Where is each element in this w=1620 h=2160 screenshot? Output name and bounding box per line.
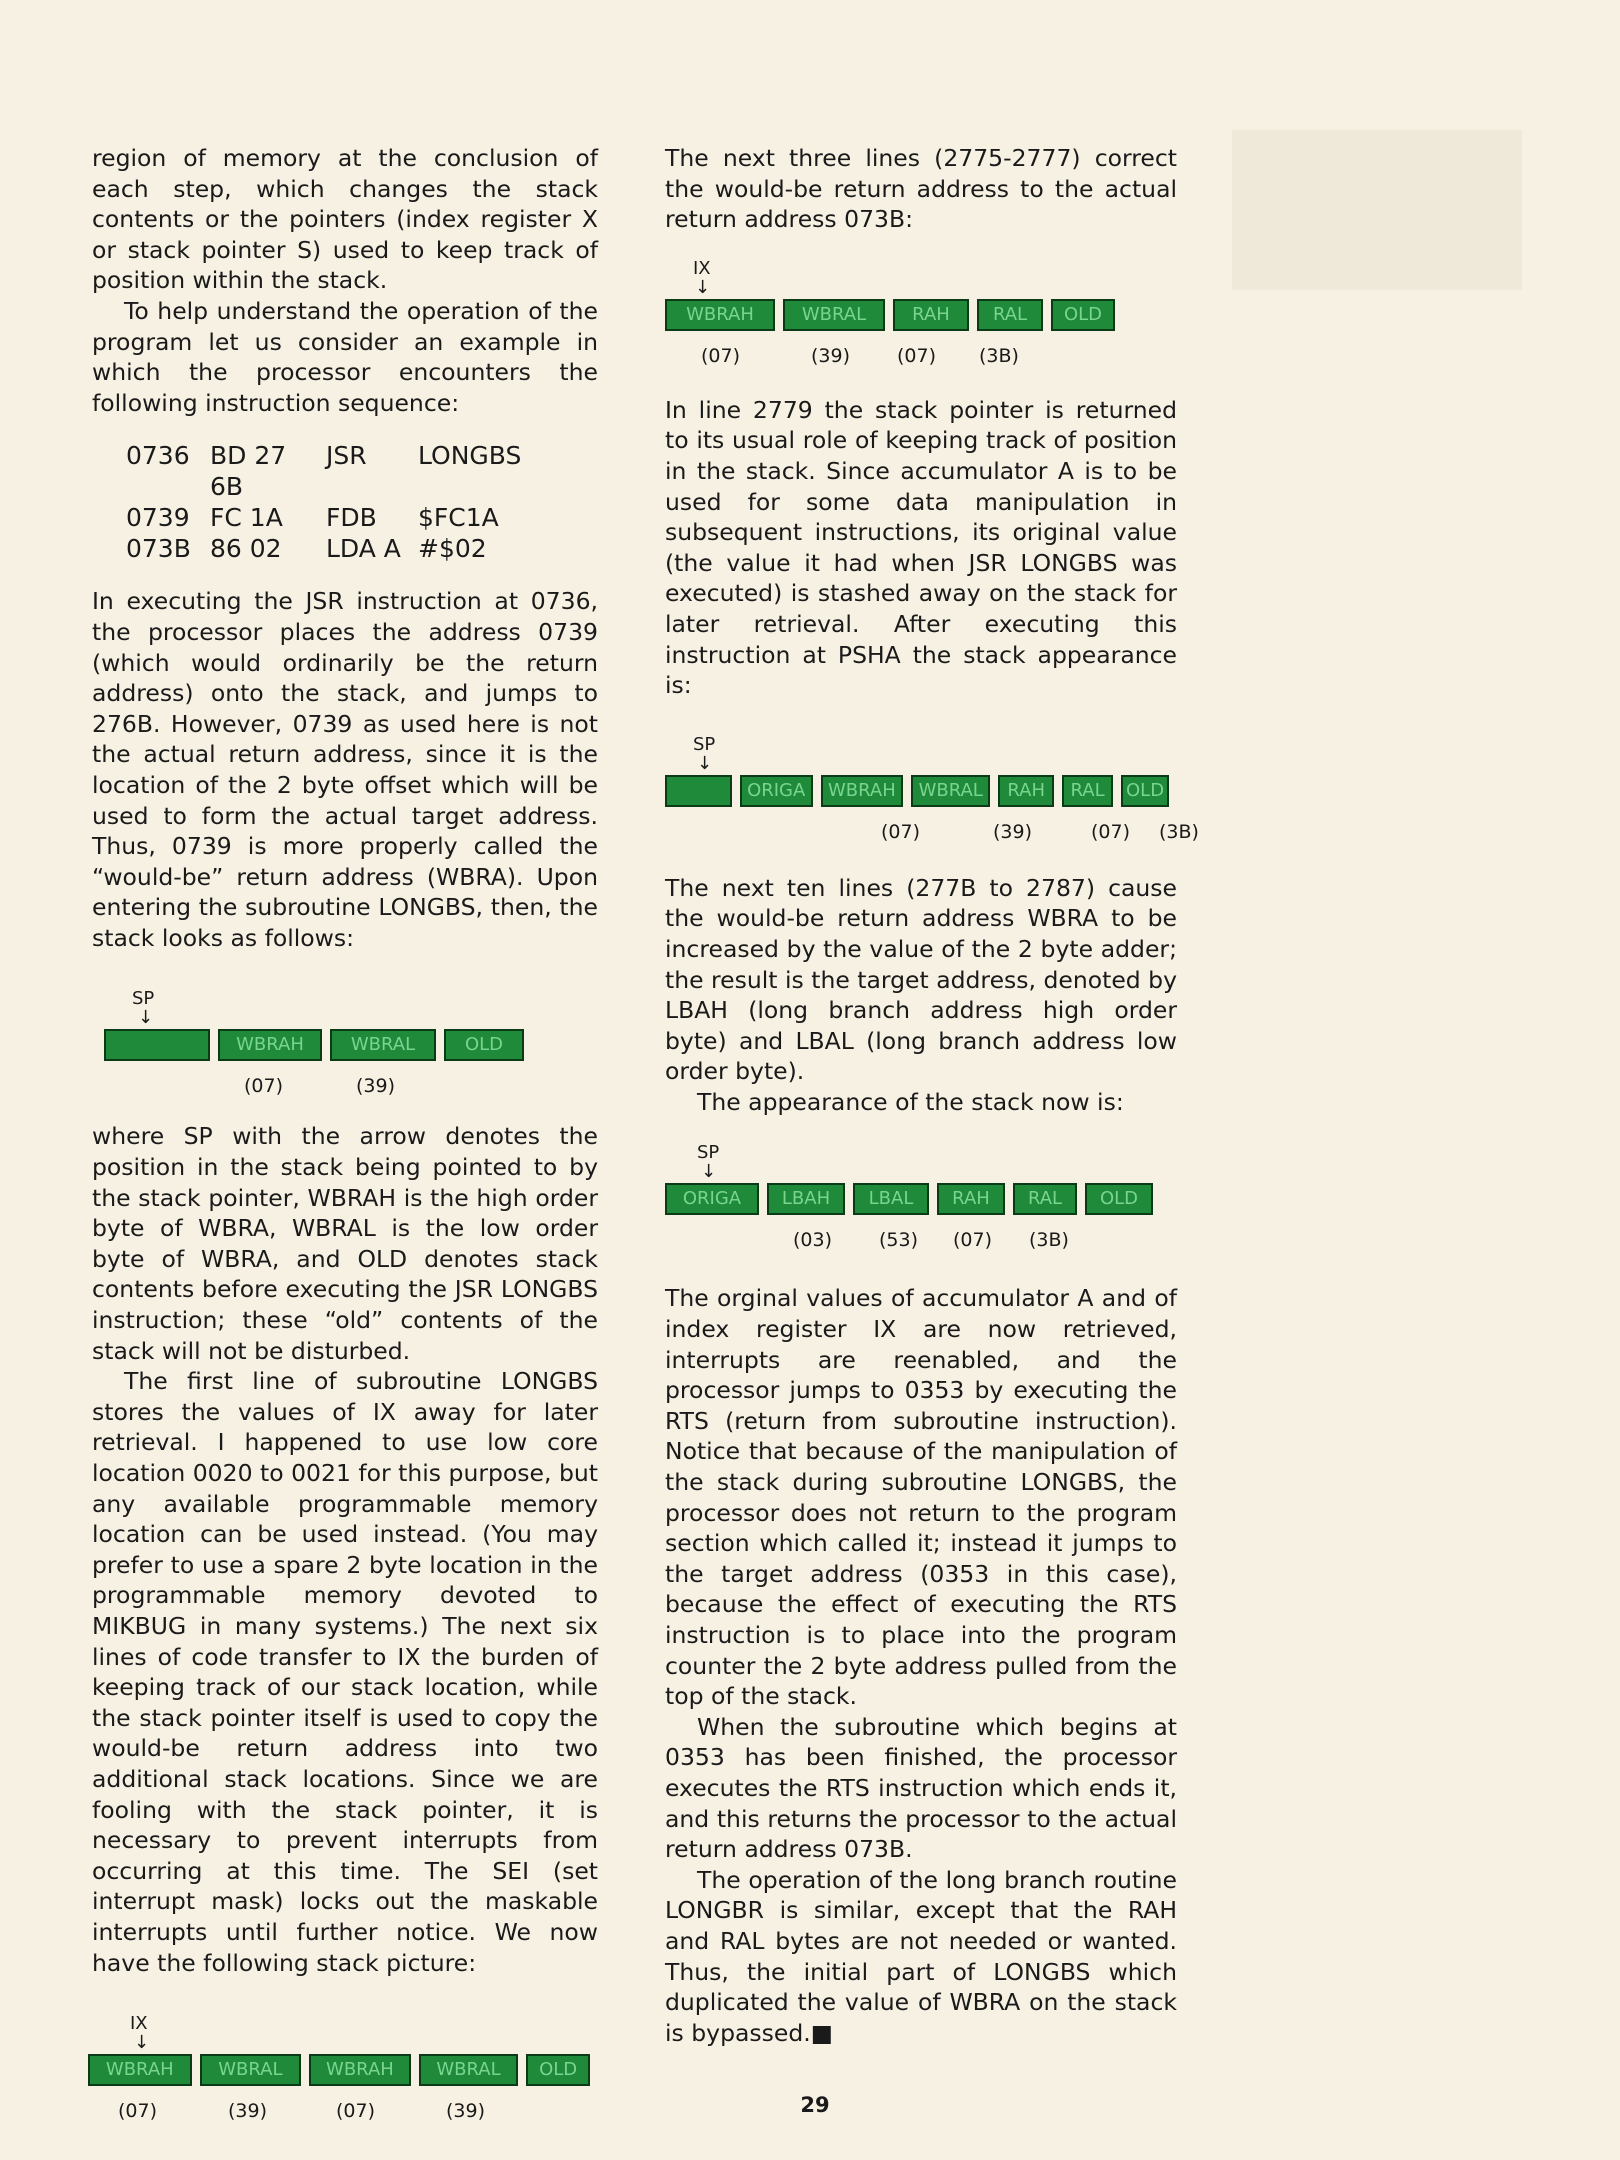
stack-value: (3B): [1029, 1229, 1069, 1252]
code-operand: $FC1A: [418, 503, 499, 533]
stack-cell: OLD: [1121, 775, 1169, 807]
stack-pointer-label: IX: [130, 2013, 148, 2035]
stack-value: (03): [793, 1229, 833, 1252]
stack-pointer-label: SP: [132, 988, 155, 1010]
stack-cell: WBRAL: [330, 1029, 436, 1061]
stack-values: [104, 1071, 598, 1101]
stack-values: [665, 817, 1199, 847]
down-arrow-icon: ↓: [697, 752, 713, 774]
code-bytes: FC 1A: [210, 503, 283, 533]
code-address: 073B: [126, 534, 191, 564]
paragraph: The next ten lines (277B to 2787) cause the would-be return address WBRA to be increased by the value of the 2 byte adder; the result is the target address, denoted by LBAH (long branch address high order byte) and LBAL (long branch address low order byte).: [665, 873, 1177, 1086]
stack-value: (3B): [979, 344, 1019, 367]
stack-value: (39): [811, 344, 851, 367]
stack-value: (07): [118, 2100, 158, 2123]
stack-cell: WBRAH: [218, 1029, 322, 1061]
stack-cell: RAL: [977, 299, 1043, 331]
down-arrow-icon: ↓: [138, 1007, 154, 1029]
code-line: [126, 502, 598, 533]
stack-cell: ORIGA: [740, 775, 813, 807]
paragraph: where SP with the arrow denotes the position in the stack being pointed to by the stack pointer, WBRAH is the high order byte of WBRA, WBRAL is the low order byte of WBRA, and OLD denotes stack contents before executing the JSR LONGBS instruction; these “old” contents of the stack will not be disturbed.: [92, 1122, 598, 1365]
code-operand: LONGBS: [418, 441, 522, 471]
code-address: 0739: [126, 503, 190, 533]
code-listing: [126, 440, 598, 564]
stack-pointer-label: SP: [693, 733, 716, 755]
stack-cells: [88, 2054, 598, 2086]
stack-diagram-4: [665, 733, 1199, 847]
stack-cell: WBRAL: [419, 2054, 519, 2086]
stack-cell: RAH: [893, 299, 969, 331]
stack-diagram-2: [88, 2014, 598, 2126]
stack-values: [665, 1225, 1177, 1255]
page-number: 29: [800, 2093, 830, 2117]
stack-values: [665, 341, 1177, 371]
stack-value: (07): [336, 2100, 376, 2123]
stack-value: (39): [993, 820, 1033, 843]
stack-value: (07): [1091, 820, 1131, 843]
stack-values: [88, 2096, 598, 2126]
stack-value: (07): [897, 344, 937, 367]
stack-value: (39): [228, 2100, 268, 2123]
stack-cell-empty: [104, 1029, 210, 1061]
paragraph: The appearance of the stack now is:: [697, 1087, 1124, 1116]
stack-pointer-label: SP: [697, 1142, 720, 1164]
stack-value: (07): [701, 344, 741, 367]
stack-cell: WBRAL: [911, 775, 990, 807]
adjacent-page-edge: [1232, 130, 1522, 290]
stack-cell: WBRAH: [309, 2054, 411, 2086]
paragraph: region of memory at the conclusion of each step, which changes the stack contents or the pointers (index register X or stack pointer S) used to keep track of position within the stack.: [92, 144, 598, 295]
stack-cell: LBAL: [853, 1183, 929, 1215]
stack-diagram-1: [104, 989, 598, 1101]
stack-cell: RAH: [998, 775, 1054, 807]
stack-cell: RAL: [1062, 775, 1113, 807]
paragraph: To help understand the operation of the program let us consider an example in which the processor encounters the following instruction sequence:: [92, 296, 598, 417]
stack-value: (07): [244, 1075, 284, 1098]
stack-cell: OLD: [444, 1029, 524, 1061]
stack-cell: WBRAL: [200, 2054, 302, 2086]
stack-cell: WBRAL: [783, 299, 885, 331]
stack-cell-empty: [665, 775, 732, 807]
stack-cell: LBAH: [767, 1183, 845, 1215]
code-mnemonic: LDA A: [326, 534, 401, 564]
stack-pointer-label: IX: [693, 257, 711, 279]
stack-value: (39): [446, 2100, 486, 2123]
code-bytes: 86 02: [210, 534, 282, 564]
stack-cells: [104, 1029, 598, 1061]
code-bytes: BD 27 6B: [210, 441, 287, 502]
stack-cell: RAH: [937, 1183, 1005, 1215]
stack-value: (53): [879, 1229, 919, 1252]
paragraph: The orginal values of accumulator A and of index register IX are now retrieved, interrupts are reenabled, and the processor jumps to 0353 by executing the RTS (return from subroutine instruction). Notice that because of the manipulation of the stack during subroutine LONGBS, the processor does not return to the program section which called it; instead it jumps to the target address (0353 in this case), because the effect of executing the RTS instruction is to place into the program counter the 2 byte address pulled from the top of the stack.: [665, 1284, 1177, 1711]
paragraph: In executing the JSR instruction at 0736, the processor places the address 0739 (which would ordinarily be the return address) onto the stack, and jumps to 276B. However, 0739 as used here is not the actual return address, since it is the location of the 2 byte offset which will be used to form the actual target address. Thus, 0739 is more properly called the “would-be” return address (WBRA). Upon entering the subroutine LONGBS, then, the stack looks as follows:: [92, 587, 598, 952]
paragraph: In line 2779 the stack pointer is returned to its usual role of keeping track of position in the stack. Since accumulator A is to be used for some data manipulation in subsequent instructions, its original value (the value it had when JSR LONGBS was executed) is stashed away on the stack for later retrieval. After executing this instruction at PSHA the stack appearance is:: [665, 395, 1177, 700]
stack-value: (07): [881, 820, 921, 843]
code-line: [126, 533, 598, 564]
stack-cells: [665, 299, 1177, 331]
code-line: [126, 440, 598, 502]
code-operand: #$02: [418, 534, 487, 564]
stack-value: (07): [953, 1229, 993, 1252]
code-address: 0736: [126, 441, 190, 471]
left-column: [92, 143, 598, 2132]
code-mnemonic: JSR: [326, 441, 367, 471]
stack-cell: OLD: [1051, 299, 1115, 331]
stack-cell: OLD: [526, 2054, 590, 2086]
right-column: [665, 143, 1199, 2048]
stack-cells: [665, 1183, 1177, 1215]
stack-diagram-5: [665, 1143, 1177, 1255]
stack-cell: WBRAH: [821, 775, 903, 807]
paragraph: When the subroutine which begins at 0353 has been finished, the processor executes the RTS instruction which ends it, and this returns the processor to the actual return address 073B.: [665, 1712, 1177, 1864]
paragraph: The operation of the long branch routine LONGBR is similar, except that the RAH and RAL bytes are not needed or wanted. Thus, the initial part of LONGBS which duplicated the value of WBRA on the stack is bypassed.■: [665, 1865, 1177, 2047]
stack-cells: [665, 775, 1177, 807]
paragraph: The first line of subroutine LONGBS stores the values of IX away for later retrieval. I happened to use low core location 0020 to 0021 for this purpose, but any available programmable memory location can be used instead. (You may prefer to use a spare 2 byte location in the programmable memory devoted to MIKBUG in many systems.) The next six lines of code transfer to IX the burden of keeping track of our stack location, while the stack pointer itself is used to copy the would-be return address into two additional stack locations. Since we are fooling with the stack pointer, it is necessary to prevent interrupts from occurring at this time. The SEI (set interrupt mask) locks out the maskable interrupts until further notice. We now have the following stack picture:: [92, 1367, 598, 1977]
paragraph: The next three lines (2775-2777) correct the would-be return address to the actual return address 073B:: [665, 144, 1177, 234]
code-mnemonic: FDB: [326, 503, 377, 533]
stack-cell: RAL: [1013, 1183, 1077, 1215]
stack-diagram-3: [665, 259, 1177, 371]
down-arrow-icon: ↓: [134, 2032, 150, 2054]
stack-value: (39): [356, 1075, 396, 1098]
stack-cell: OLD: [1085, 1183, 1153, 1215]
down-arrow-icon: ↓: [701, 1161, 717, 1183]
stack-cell: WBRAH: [665, 299, 775, 331]
down-arrow-icon: ↓: [695, 276, 711, 298]
stack-cell: ORIGA: [665, 1183, 759, 1215]
stack-cell: WBRAH: [88, 2054, 192, 2086]
stack-value: (3B): [1159, 820, 1199, 843]
